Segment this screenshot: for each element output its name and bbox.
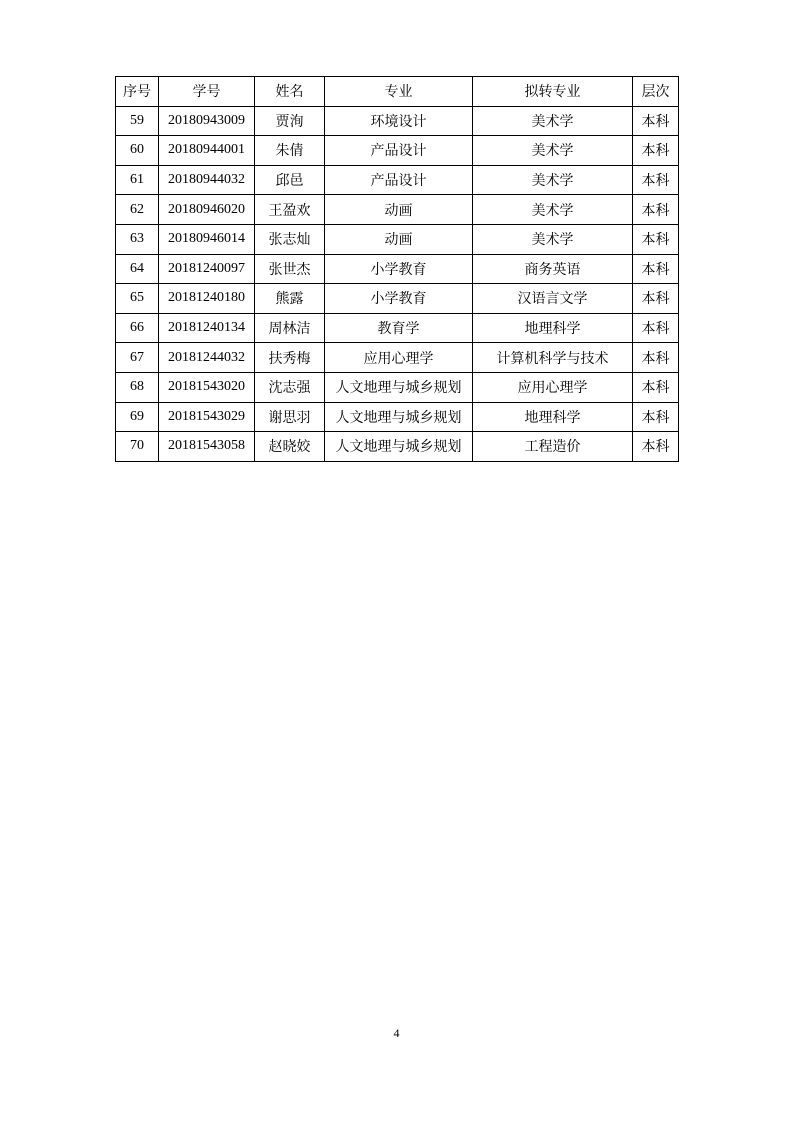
cell-major: 小学教育 [325,284,473,314]
cell-student-id: 20180944032 [159,165,255,195]
cell-seq: 67 [116,343,159,373]
cell-level: 本科 [633,343,679,373]
cell-seq: 63 [116,224,159,254]
transfer-roster-table [115,76,679,462]
cell-level: 本科 [633,224,679,254]
cell-seq: 62 [116,195,159,225]
table-row [116,432,679,462]
table-row [116,284,679,314]
cell-seq: 65 [116,284,159,314]
cell-student-id: 20181543029 [159,402,255,432]
header-seq: 序号 [116,77,159,107]
cell-name: 张志灿 [255,224,325,254]
cell-level: 本科 [633,136,679,166]
header-major: 专业 [325,77,473,107]
table-row [116,402,679,432]
header-student-id: 学号 [159,77,255,107]
cell-name: 邱邑 [255,165,325,195]
cell-seq: 64 [116,254,159,284]
cell-level: 本科 [633,254,679,284]
cell-target-major: 工程造价 [473,432,633,462]
cell-major: 动画 [325,224,473,254]
cell-level: 本科 [633,165,679,195]
cell-seq: 60 [116,136,159,166]
cell-student-id: 20180946014 [159,224,255,254]
cell-major: 产品设计 [325,136,473,166]
cell-name: 朱倩 [255,136,325,166]
cell-student-id: 20181240097 [159,254,255,284]
cell-student-id: 20181244032 [159,343,255,373]
cell-level: 本科 [633,106,679,136]
cell-name: 熊露 [255,284,325,314]
cell-target-major: 应用心理学 [473,372,633,402]
cell-major: 环境设计 [325,106,473,136]
cell-name: 扶秀梅 [255,343,325,373]
cell-name: 王盈欢 [255,195,325,225]
cell-level: 本科 [633,372,679,402]
cell-target-major: 美术学 [473,224,633,254]
table-row [116,313,679,343]
cell-student-id: 20181543058 [159,432,255,462]
cell-seq: 70 [116,432,159,462]
cell-target-major: 美术学 [473,195,633,225]
cell-level: 本科 [633,432,679,462]
cell-level: 本科 [633,313,679,343]
cell-name: 谢思羽 [255,402,325,432]
table-header-row [116,77,679,107]
cell-seq: 69 [116,402,159,432]
cell-student-id: 20181240180 [159,284,255,314]
cell-student-id: 20180944001 [159,136,255,166]
cell-target-major: 地理科学 [473,402,633,432]
cell-major: 应用心理学 [325,343,473,373]
cell-target-major: 地理科学 [473,313,633,343]
cell-name: 赵晓姣 [255,432,325,462]
cell-target-major: 汉语言文学 [473,284,633,314]
cell-target-major: 美术学 [473,165,633,195]
cell-student-id: 20180946020 [159,195,255,225]
cell-level: 本科 [633,284,679,314]
cell-target-major: 计算机科学与技术 [473,343,633,373]
cell-target-major: 商务英语 [473,254,633,284]
table-body [116,106,679,461]
cell-seq: 68 [116,372,159,402]
cell-name: 张世杰 [255,254,325,284]
table-row [116,343,679,373]
cell-major: 动画 [325,195,473,225]
page-number: 4 [393,1026,400,1040]
table-row [116,195,679,225]
cell-level: 本科 [633,402,679,432]
cell-student-id: 20181240134 [159,313,255,343]
cell-level: 本科 [633,195,679,225]
cell-seq: 59 [116,106,159,136]
cell-major: 小学教育 [325,254,473,284]
cell-major: 人文地理与城乡规划 [325,432,473,462]
cell-name: 周林洁 [255,313,325,343]
cell-seq: 61 [116,165,159,195]
table-row [116,106,679,136]
cell-major: 产品设计 [325,165,473,195]
table-row [116,224,679,254]
cell-major: 人文地理与城乡规划 [325,402,473,432]
header-target-major: 拟转专业 [473,77,633,107]
table-row [116,165,679,195]
cell-name: 贾洵 [255,106,325,136]
table-row [116,254,679,284]
cell-target-major: 美术学 [473,136,633,166]
cell-target-major: 美术学 [473,106,633,136]
cell-student-id: 20181543020 [159,372,255,402]
cell-major: 人文地理与城乡规划 [325,372,473,402]
table-row [116,372,679,402]
cell-student-id: 20180943009 [159,106,255,136]
cell-name: 沈志强 [255,372,325,402]
cell-seq: 66 [116,313,159,343]
cell-major: 教育学 [325,313,473,343]
header-level: 层次 [633,77,679,107]
table-row [116,136,679,166]
header-name: 姓名 [255,77,325,107]
